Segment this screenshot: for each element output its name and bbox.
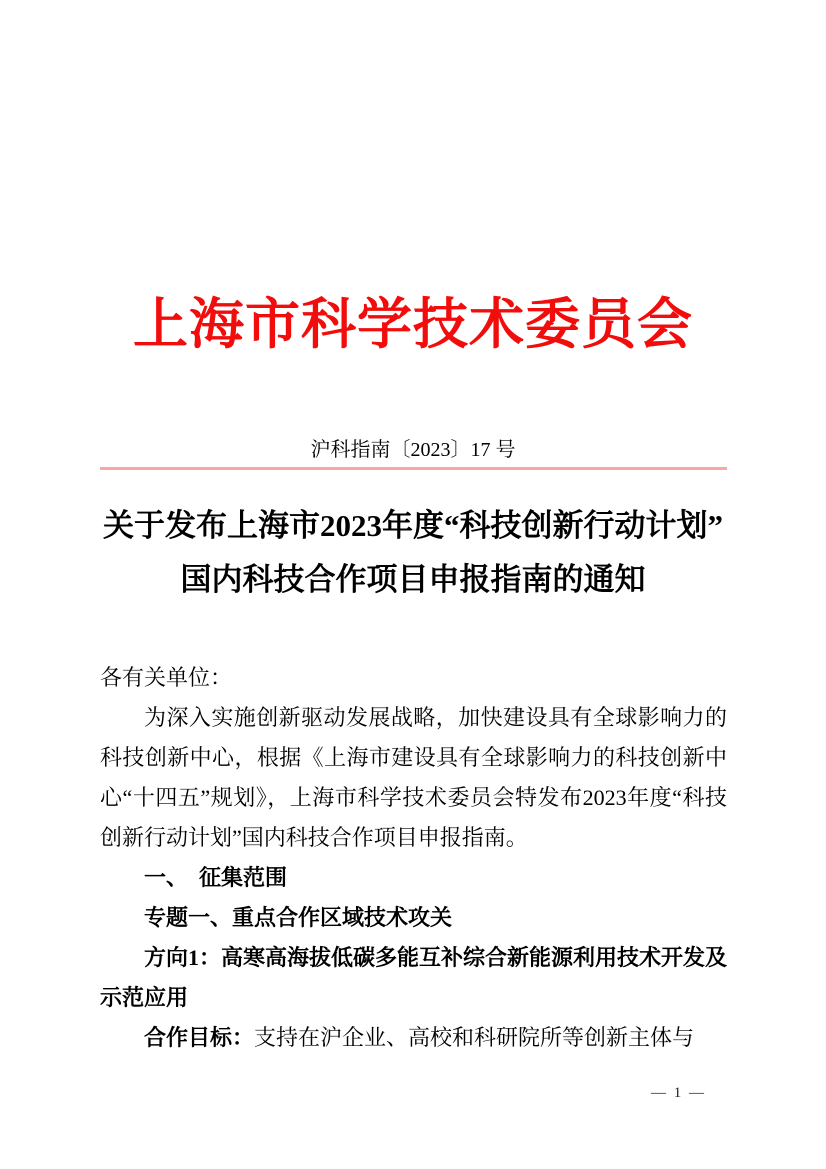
section1-heading: 一、 征集范围 <box>144 865 288 890</box>
goal-text: 支持在沪企业、高校和科研院所等创新主体与 <box>254 1025 695 1050</box>
intro-paragraph: 为深入实施创新驱动发展战略，加快建设具有全球影响力的科技创新中心，根据《上海市建设具有全球影响力的科技创新中心“十四五”规划》，上海市科学技术委员会特发布2023年度“科技创新行动计划”国内科技合作项目申报指南。 <box>100 705 727 850</box>
document-body <box>100 658 727 1058</box>
document-number: 沪科指南〔2023〕17 号 <box>310 439 516 461</box>
document-title-line2: 国内科技合作项目申报指南的通知 <box>180 562 646 597</box>
goal-label: 合作目标： <box>144 1025 255 1050</box>
document-title <box>50 499 776 607</box>
agency-letterhead-title: 上海市科学技术委员会 <box>132 294 693 355</box>
direction1-heading: 方向1：高寒高海拔低碳多能互补综合新能源利用技术开发及示范应用 <box>100 945 728 1010</box>
red-divider-rule <box>100 467 727 470</box>
goal-paragraph <box>100 1018 727 1058</box>
topic1-heading: 专题一、重点合作区域技术攻关 <box>144 905 453 930</box>
page-number: — 1 — <box>651 1085 706 1101</box>
document-title-line1: 关于发布上海市2023年度“科技创新行动计划” <box>103 508 723 543</box>
salutation: 各有关单位： <box>100 665 233 690</box>
